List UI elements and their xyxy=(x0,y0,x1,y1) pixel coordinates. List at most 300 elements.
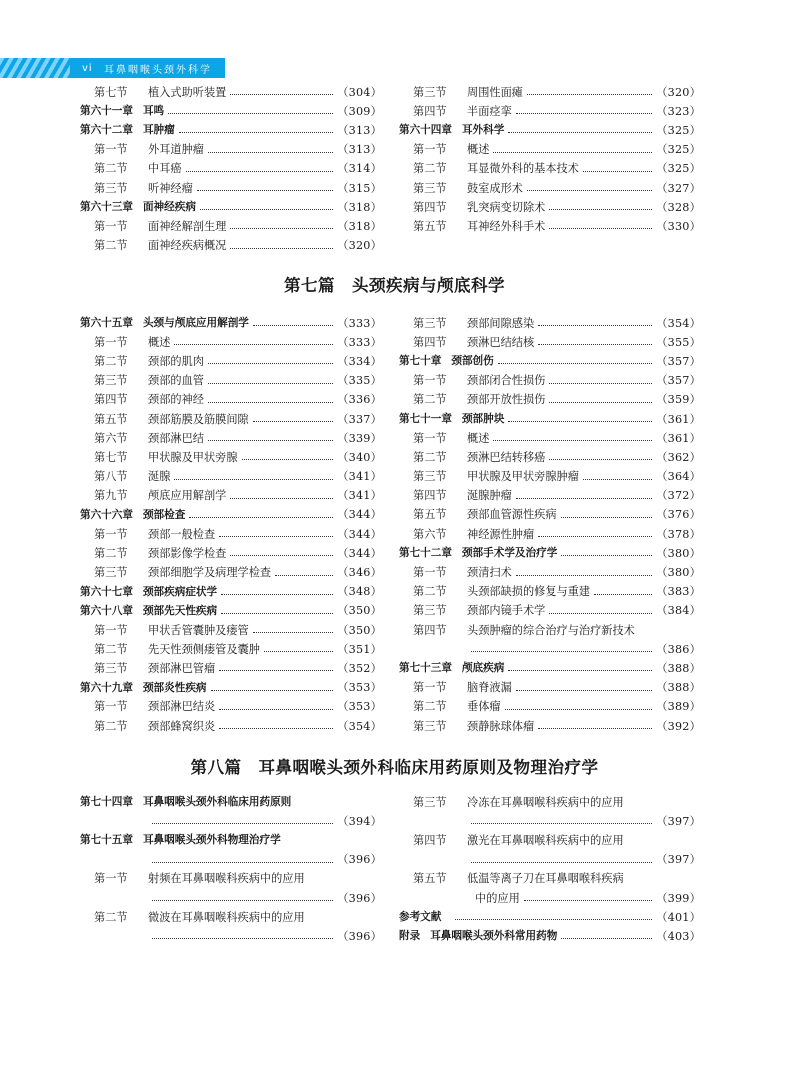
toc-entry[interactable] xyxy=(399,197,701,216)
entry-number: 第五节 xyxy=(413,508,447,522)
entry-page: （359） xyxy=(656,393,701,407)
dot-leader xyxy=(152,938,333,939)
entry-page: （334） xyxy=(337,354,382,368)
dot-leader xyxy=(253,421,334,422)
entry-number: 第二节 xyxy=(94,239,128,253)
entry-page: （354） xyxy=(337,719,382,733)
entry-page: （380） xyxy=(656,546,701,560)
toc-entry[interactable] xyxy=(80,332,382,351)
running-title: 耳鼻咽喉头颈外科学 xyxy=(104,64,212,76)
toc-column-right-block1 xyxy=(399,82,701,236)
entry-title: 颅底疾病 xyxy=(461,662,505,675)
dot-leader xyxy=(498,363,653,364)
entry-title: 颈淋巴结结核 xyxy=(467,335,535,349)
entry-number: 第六节 xyxy=(94,431,128,445)
entry-page: （320） xyxy=(656,85,701,99)
entry-page: （389） xyxy=(656,700,701,714)
toc-entry[interactable] xyxy=(399,486,701,505)
entry-page: （352） xyxy=(337,661,382,675)
entry-number: 第二节 xyxy=(94,354,128,368)
dot-leader xyxy=(538,536,652,537)
entry-number: 第六十二章 xyxy=(80,124,133,137)
entry-title: 颈部内镜手术学 xyxy=(467,604,546,618)
toc-entry[interactable] xyxy=(399,678,701,697)
entry-number: 第二节 xyxy=(413,450,447,464)
entry-title: 颈部蜂窝织炎 xyxy=(148,719,216,733)
toc-entry[interactable] xyxy=(399,658,701,677)
entry-title: 面神经疾病 xyxy=(142,201,196,214)
entry-number: 第三节 xyxy=(413,719,447,733)
entry-page: （325） xyxy=(656,162,701,176)
entry-title: 概述 xyxy=(467,143,490,157)
dot-leader xyxy=(516,498,653,499)
toc-entry[interactable] xyxy=(80,505,382,524)
dot-leader xyxy=(508,670,652,671)
toc-entry[interactable] xyxy=(80,888,382,907)
entry-page: （394） xyxy=(337,814,382,828)
toc-column-right-block3 xyxy=(399,792,701,946)
entry-number: 第三节 xyxy=(94,566,128,580)
toc-entry[interactable] xyxy=(399,159,701,178)
dot-leader xyxy=(455,919,652,920)
toc-entry[interactable] xyxy=(399,505,701,524)
entry-number: 第三节 xyxy=(413,181,447,195)
entry-number: 第一节 xyxy=(413,681,447,695)
entry-title: 耳显微外科的基本技术 xyxy=(467,162,579,176)
toc-entry[interactable] xyxy=(399,371,701,390)
entry-number: 第一节 xyxy=(94,219,128,233)
entry-number: 第六十六章 xyxy=(80,508,133,521)
toc-entry[interactable] xyxy=(80,562,382,581)
toc-entry[interactable] xyxy=(399,639,701,658)
entry-title: 颈淋巴结转移癌 xyxy=(467,450,546,464)
toc-entry[interactable] xyxy=(80,236,382,255)
entry-number: 第六十九章 xyxy=(80,681,133,694)
dot-leader xyxy=(527,190,652,191)
toc-entry[interactable] xyxy=(80,658,382,677)
entry-number: 第五节 xyxy=(413,219,447,233)
dot-leader xyxy=(549,383,652,384)
entry-number: 第二节 xyxy=(94,719,128,733)
dot-leader xyxy=(186,171,334,172)
dot-leader xyxy=(152,862,333,863)
toc-entry[interactable] xyxy=(399,562,701,581)
toc-entry[interactable] xyxy=(399,907,701,926)
toc-entry[interactable] xyxy=(80,907,382,926)
entry-page: （328） xyxy=(656,200,701,214)
entry-page: （341） xyxy=(337,470,382,484)
entry-page: （353） xyxy=(337,681,382,695)
entry-title: 颈部创伤 xyxy=(451,355,494,368)
entry-page: （362） xyxy=(656,450,701,464)
entry-title: 颈部手术学及治疗学 xyxy=(461,547,558,560)
toc-column-right-block2 xyxy=(399,313,701,735)
dot-leader xyxy=(230,498,333,499)
entry-title: 颈部炎性疾病 xyxy=(142,681,207,694)
entry-title: 激光在耳鼻咽喉科疾病中的应用 xyxy=(467,833,624,847)
toc-entry[interactable] xyxy=(80,120,382,139)
dot-leader xyxy=(527,94,652,95)
entry-title: 涎腺 xyxy=(148,470,171,484)
entry-page: （348） xyxy=(337,585,382,599)
entry-title: 颈部影像学检查 xyxy=(148,546,227,560)
entry-title: 冷冻在耳鼻咽喉科疾病中的应用 xyxy=(467,795,624,809)
toc-entry[interactable] xyxy=(80,792,382,811)
toc-entry[interactable] xyxy=(399,140,701,159)
entry-page: （344） xyxy=(337,508,382,522)
dot-leader xyxy=(561,517,653,518)
dot-leader xyxy=(242,459,334,460)
entry-title: 颈部疾病症状学 xyxy=(142,585,218,598)
dot-leader xyxy=(208,440,333,441)
entry-page: （304） xyxy=(337,85,382,99)
toc-entry[interactable] xyxy=(399,697,701,716)
toc-entry[interactable] xyxy=(399,830,701,849)
toc-entry[interactable] xyxy=(399,120,701,139)
toc-entry[interactable] xyxy=(80,697,382,716)
part-title-8: 第八篇 耳鼻咽喉头颈外科临床用药原则及物理治疗学 xyxy=(190,758,599,777)
entry-number: 第一节 xyxy=(94,700,128,714)
entry-title: 鼓室成形术 xyxy=(467,181,523,195)
toc-entry[interactable] xyxy=(80,447,382,466)
dot-leader xyxy=(219,728,333,729)
entry-page: （396） xyxy=(337,929,382,943)
toc-entry[interactable] xyxy=(80,582,382,601)
entry-page: （355） xyxy=(656,335,701,349)
entry-title: 中耳癌 xyxy=(148,162,182,176)
toc-entry[interactable] xyxy=(80,313,382,332)
dot-leader xyxy=(179,132,334,133)
entry-page: （333） xyxy=(337,335,382,349)
entry-number: 第五节 xyxy=(94,412,128,426)
entry-page: （318） xyxy=(337,200,382,214)
entry-page: （351） xyxy=(337,642,382,656)
dot-leader xyxy=(538,344,652,345)
entry-number: 第六十一章 xyxy=(80,105,133,118)
toc-entry[interactable] xyxy=(80,678,382,697)
entry-number: 第七十四章 xyxy=(80,796,133,809)
toc-entry[interactable] xyxy=(80,467,382,486)
entry-page: （320） xyxy=(337,239,382,253)
toc-entry[interactable] xyxy=(80,620,382,639)
entry-page: （364） xyxy=(656,470,701,484)
dot-leader xyxy=(471,862,652,863)
dot-leader xyxy=(219,536,333,537)
dot-leader xyxy=(264,651,333,652)
toc-entry[interactable] xyxy=(399,620,701,639)
entry-number: 第四节 xyxy=(413,623,447,637)
entry-page: （315） xyxy=(337,181,382,195)
entry-number: 第三节 xyxy=(413,795,447,809)
entry-number: 第一节 xyxy=(413,431,447,445)
entry-title: 颈部淋巴结炎 xyxy=(148,700,216,714)
entry-number: 第二节 xyxy=(94,910,128,924)
dot-leader xyxy=(516,113,653,114)
dot-leader xyxy=(208,363,333,364)
entry-number: 第二节 xyxy=(94,162,128,176)
entry-title: 半面痉挛 xyxy=(467,104,512,118)
toc-column-left-block1 xyxy=(80,82,382,255)
entry-title: 颈部间隙感染 xyxy=(467,316,535,330)
entry-title: 头颈肿瘤的综合治疗与治疗新技术 xyxy=(467,623,635,637)
entry-number: 第六十五章 xyxy=(80,317,133,330)
toc-entry[interactable] xyxy=(80,178,382,197)
entry-page: （350） xyxy=(337,604,382,618)
toc-entry[interactable] xyxy=(399,428,701,447)
toc-entry[interactable] xyxy=(399,390,701,409)
dot-leader xyxy=(583,479,652,480)
toc-entry[interactable] xyxy=(80,409,382,428)
entry-number: 第六十四章 xyxy=(399,124,452,137)
entry-number: 第二节 xyxy=(94,546,128,560)
toc-entry[interactable] xyxy=(80,716,382,735)
entry-page: （344） xyxy=(337,546,382,560)
entry-title: 乳突病变切除术 xyxy=(467,200,546,214)
entry-page: （340） xyxy=(337,450,382,464)
entry-number: 第一节 xyxy=(413,143,447,157)
toc-entry[interactable] xyxy=(80,486,382,505)
dot-leader xyxy=(230,94,333,95)
toc-entry[interactable] xyxy=(80,428,382,447)
dot-leader xyxy=(221,594,333,595)
dot-leader xyxy=(219,670,333,671)
toc-entry[interactable] xyxy=(399,524,701,543)
dot-leader xyxy=(211,690,334,691)
entry-number: 第七节 xyxy=(94,85,128,99)
entry-title: 颈部淋巴管瘤 xyxy=(148,661,216,675)
dot-leader xyxy=(549,459,652,460)
entry-number: 第七十五章 xyxy=(80,834,133,847)
entry-number: 第六十七章 xyxy=(80,585,133,598)
toc-entry[interactable] xyxy=(399,351,701,370)
entry-page: （353） xyxy=(337,700,382,714)
toc-entry[interactable] xyxy=(80,543,382,562)
dot-leader xyxy=(174,344,333,345)
entry-page: （327） xyxy=(656,181,701,195)
dot-leader xyxy=(253,325,333,326)
entry-page: （325） xyxy=(656,123,701,137)
toc-entry[interactable] xyxy=(399,467,701,486)
dot-leader xyxy=(230,228,333,229)
entry-title: 耳鼻咽喉头颈外科物理治疗学 xyxy=(142,834,281,847)
toc-entry[interactable] xyxy=(399,543,701,562)
entry-number: 第四节 xyxy=(413,335,447,349)
entry-title: 耳鼻咽喉头颈外科临床用药原则 xyxy=(142,796,292,809)
entry-page: （314） xyxy=(337,162,382,176)
entry-number: 第四节 xyxy=(413,833,447,847)
toc-entry[interactable] xyxy=(399,332,701,351)
entry-number: 第一节 xyxy=(94,143,128,157)
toc-entry[interactable] xyxy=(399,178,701,197)
dot-leader xyxy=(583,171,652,172)
toc-entry[interactable] xyxy=(399,716,701,735)
entry-title: 涎腺肿瘤 xyxy=(467,489,512,503)
dot-leader xyxy=(200,209,333,210)
dot-leader xyxy=(508,132,652,133)
entry-number: 第八节 xyxy=(94,470,128,484)
toc-entry[interactable] xyxy=(80,639,382,658)
toc-entry[interactable] xyxy=(399,409,701,428)
dot-leader xyxy=(549,402,652,403)
entry-number: 参考文献 xyxy=(399,911,442,924)
dot-leader xyxy=(508,421,652,422)
entry-title: 甲状腺及甲状旁腺肿瘤 xyxy=(467,470,579,484)
toc-entry[interactable] xyxy=(399,926,701,945)
entry-title: 颈静脉球体瘤 xyxy=(467,719,535,733)
entry-number: 第七十一章 xyxy=(399,413,452,426)
entry-page: （323） xyxy=(656,104,701,118)
toc-entry[interactable] xyxy=(80,926,382,945)
entry-page: （396） xyxy=(337,891,382,905)
entry-number: 第三节 xyxy=(94,661,128,675)
toc-entry[interactable] xyxy=(399,601,701,620)
entry-number: 第一节 xyxy=(94,527,128,541)
toc-entry[interactable] xyxy=(80,101,382,120)
running-header xyxy=(0,58,225,78)
entry-title: 听神经瘤 xyxy=(148,181,193,195)
toc-entry[interactable] xyxy=(399,101,701,120)
entry-page: （378） xyxy=(656,527,701,541)
entry-title: 甲状腺及甲状旁腺 xyxy=(148,450,238,464)
entry-page: （386） xyxy=(656,642,701,656)
dot-leader xyxy=(219,709,333,710)
entry-title: 颅底应用解剖学 xyxy=(148,489,227,503)
entry-title: 颈部检查 xyxy=(142,508,186,521)
entry-title: 耳鸣 xyxy=(142,105,165,118)
entry-number: 第六十三章 xyxy=(80,201,133,214)
dot-leader xyxy=(538,325,652,326)
toc-entry[interactable] xyxy=(399,216,701,235)
dot-leader xyxy=(230,555,333,556)
dot-leader xyxy=(493,152,652,153)
entry-page: （384） xyxy=(656,604,701,618)
entry-page: （399） xyxy=(656,891,701,905)
entry-title: 植入式助听装置 xyxy=(148,85,227,99)
toc-entry[interactable] xyxy=(80,390,382,409)
entry-page: （309） xyxy=(337,104,382,118)
entry-page: （396） xyxy=(337,853,382,867)
page-number: vi xyxy=(82,62,93,74)
entry-title: 颈部一般检查 xyxy=(148,527,216,541)
entry-title: 头颈与颅底应用解剖学 xyxy=(142,317,249,330)
dot-leader xyxy=(275,575,333,576)
toc-entry[interactable] xyxy=(80,524,382,543)
entry-number: 第六十八章 xyxy=(80,604,133,617)
dot-leader xyxy=(505,709,653,710)
entry-title: 颈清扫术 xyxy=(467,566,512,580)
toc-entry[interactable] xyxy=(80,216,382,235)
toc-entry[interactable] xyxy=(399,811,701,830)
entry-page: （383） xyxy=(656,585,701,599)
toc-entry[interactable] xyxy=(80,82,382,101)
toc-entry[interactable] xyxy=(80,140,382,159)
toc-column-left-block2 xyxy=(80,313,382,735)
entry-title: 概述 xyxy=(467,431,490,445)
toc-entry[interactable] xyxy=(80,830,382,849)
toc-entry[interactable] xyxy=(399,850,701,869)
toc-entry[interactable] xyxy=(399,582,701,601)
toc-entry[interactable] xyxy=(80,197,382,216)
entry-page: （388） xyxy=(656,681,701,695)
entry-page: （333） xyxy=(337,316,382,330)
toc-entry[interactable] xyxy=(80,850,382,869)
toc-entry[interactable] xyxy=(80,351,382,370)
entry-number: 第七十章 xyxy=(399,355,442,368)
entry-page: （361） xyxy=(656,412,701,426)
toc-entry[interactable] xyxy=(80,371,382,390)
entry-page: （372） xyxy=(656,489,701,503)
dot-leader xyxy=(152,900,333,901)
dot-leader xyxy=(208,402,333,403)
entry-page: （361） xyxy=(656,431,701,445)
entry-page: （346） xyxy=(337,566,382,580)
entry-title: 神经源性肿瘤 xyxy=(467,527,535,541)
entry-page: （325） xyxy=(656,143,701,157)
entry-title: 颈部闭合性损伤 xyxy=(467,374,546,388)
dot-leader xyxy=(524,900,653,901)
entry-title: 脑脊液漏 xyxy=(467,681,512,695)
entry-title: 先天性颈侧瘘管及囊肿 xyxy=(148,642,260,656)
entry-number: 第一节 xyxy=(94,335,128,349)
entry-title: 颈部细胞学及病理学检查 xyxy=(148,566,272,580)
toc-entry[interactable] xyxy=(399,792,701,811)
dot-leader xyxy=(168,113,333,114)
entry-title: 颈部的肌肉 xyxy=(148,354,204,368)
toc-entry[interactable] xyxy=(80,159,382,178)
toc-entry[interactable] xyxy=(399,313,701,332)
entry-page: （397） xyxy=(656,814,701,828)
entry-page: （318） xyxy=(337,219,382,233)
toc-entry[interactable] xyxy=(399,447,701,466)
entry-page: （330） xyxy=(656,219,701,233)
entry-number: 第六节 xyxy=(413,527,447,541)
toc-entry[interactable] xyxy=(399,82,701,101)
entry-title: 耳外科学 xyxy=(461,124,505,137)
toc-entry[interactable] xyxy=(80,869,382,888)
entry-number: 第三节 xyxy=(413,316,447,330)
dot-leader xyxy=(561,938,652,939)
toc-entry[interactable] xyxy=(399,888,701,907)
entry-title: 颈部血管源性疾病 xyxy=(467,508,557,522)
toc-entry[interactable] xyxy=(399,869,701,888)
dot-leader xyxy=(189,517,333,518)
dot-leader xyxy=(493,440,652,441)
entry-title: 耳肿瘤 xyxy=(142,124,175,137)
dot-leader xyxy=(516,575,653,576)
entry-page: （344） xyxy=(337,527,382,541)
toc-column-left-block3 xyxy=(80,792,382,946)
entry-page: （376） xyxy=(656,508,701,522)
dot-leader xyxy=(471,651,652,652)
entry-number: 第三节 xyxy=(413,604,447,618)
header-stripes xyxy=(0,58,70,78)
entry-title: 周围性面瘫 xyxy=(467,85,523,99)
entry-page: （357） xyxy=(656,374,701,388)
part-title-7: 第七篇 头颈疾病与颅底科学 xyxy=(284,276,505,295)
dot-leader xyxy=(152,823,333,824)
dot-leader xyxy=(208,152,333,153)
entry-title: 颈部开放性损伤 xyxy=(467,393,546,407)
toc-entry[interactable] xyxy=(80,811,382,830)
entry-page: （335） xyxy=(337,374,382,388)
toc-entry[interactable] xyxy=(80,601,382,620)
entry-title: 甲状舌管囊肿及瘘管 xyxy=(148,623,249,637)
entry-title: 耳神经外科手术 xyxy=(467,219,546,233)
entry-title: 颈部淋巴结 xyxy=(148,431,204,445)
entry-title: 射频在耳鼻咽喉科疾病中的应用 xyxy=(148,872,305,886)
entry-title: 颈部先天性疾病 xyxy=(142,604,218,617)
entry-title: 面神经解剖生理 xyxy=(148,219,227,233)
